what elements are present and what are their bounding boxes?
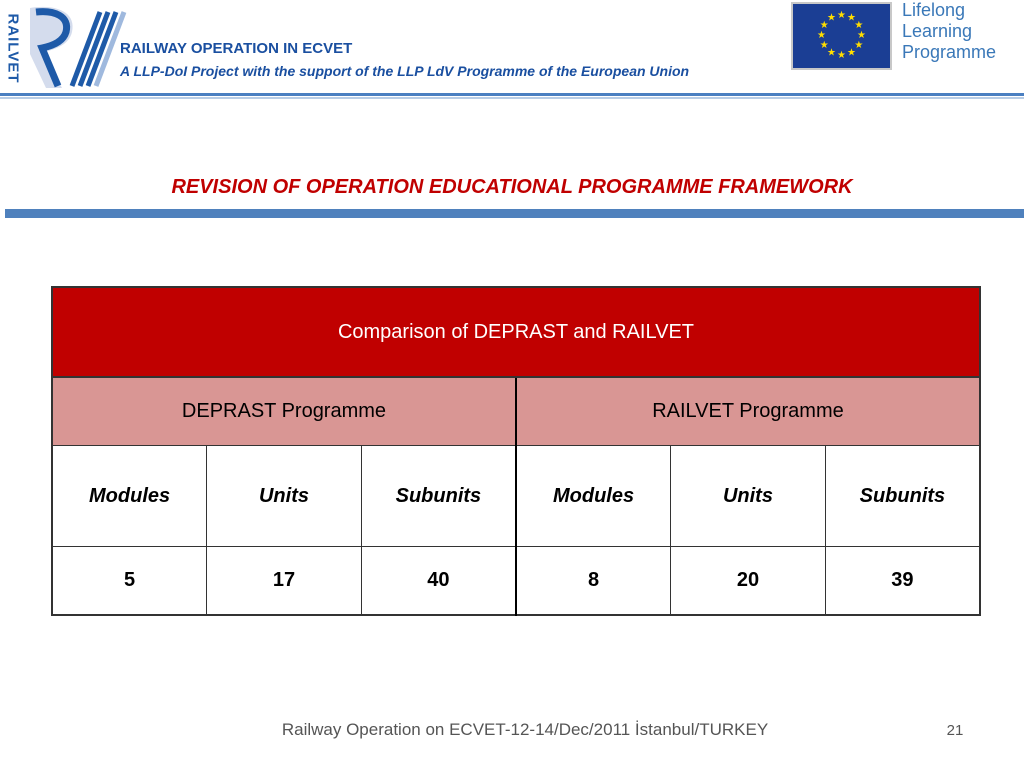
svg-text:★: ★ (847, 47, 856, 59)
svg-text:★: ★ (827, 47, 836, 59)
header-divider-light (0, 97, 1024, 99)
railvet-logo-icon (22, 2, 128, 90)
svg-text:★: ★ (817, 30, 826, 41)
table-cell: 40 (361, 547, 516, 616)
svg-text:★: ★ (837, 10, 846, 21)
table-header-row (52, 446, 980, 547)
column-header: Modules (52, 446, 207, 547)
eu-flag-icon (791, 2, 892, 70)
header-divider (0, 93, 1024, 96)
table-cell: 20 (671, 547, 826, 616)
comparison-table (51, 286, 981, 616)
page-number: 21 (946, 722, 964, 739)
table-cell: 39 (825, 547, 980, 616)
svg-text:★: ★ (854, 40, 864, 51)
group-railvet: RAILVET Programme (516, 377, 980, 446)
column-header: Modules (516, 446, 671, 547)
header-subtitle: A LLP-DoI Project with the support of the LLP LdV Programme of the European Union (120, 63, 690, 79)
header-title: RAILWAY OPERATION IN ECVET (120, 40, 353, 57)
title-divider (5, 209, 1024, 218)
column-header: Units (207, 446, 362, 547)
svg-text:★: ★ (854, 20, 864, 31)
column-header: Units (671, 446, 826, 547)
svg-text:★: ★ (847, 12, 856, 24)
slide-title: REVISION OF OPERATION EDUCATIONAL PROGRAMME FRAMEWORK (171, 176, 853, 198)
column-header: Subunits (361, 446, 516, 547)
svg-text:★: ★ (819, 40, 829, 51)
railvet-logo (0, 0, 128, 92)
table-caption: Comparison of DEPRAST and RAILVET (52, 287, 980, 377)
header (0, 0, 1024, 100)
table-cell: 17 (207, 547, 362, 616)
table-cell: 8 (516, 547, 671, 616)
svg-text:★: ★ (827, 12, 836, 24)
logo-vertical-text: RAILVET (4, 12, 22, 84)
table-cell: 5 (52, 547, 207, 616)
svg-text:★: ★ (837, 50, 846, 61)
column-header: Subunits (825, 446, 980, 547)
svg-text:★: ★ (857, 30, 866, 41)
table-group-row (52, 377, 980, 446)
table-row (52, 547, 980, 616)
table-caption-row (52, 287, 980, 377)
eu-stars-icon (793, 4, 890, 68)
llp-logo-text: Lifelong Learning Programme (902, 0, 997, 62)
group-deprast: DEPRAST Programme (52, 377, 516, 446)
footer-text: Railway Operation on ECVET-12-14/Dec/2011 İstanbul/TURKEY (281, 720, 769, 739)
svg-text:★: ★ (819, 20, 829, 31)
